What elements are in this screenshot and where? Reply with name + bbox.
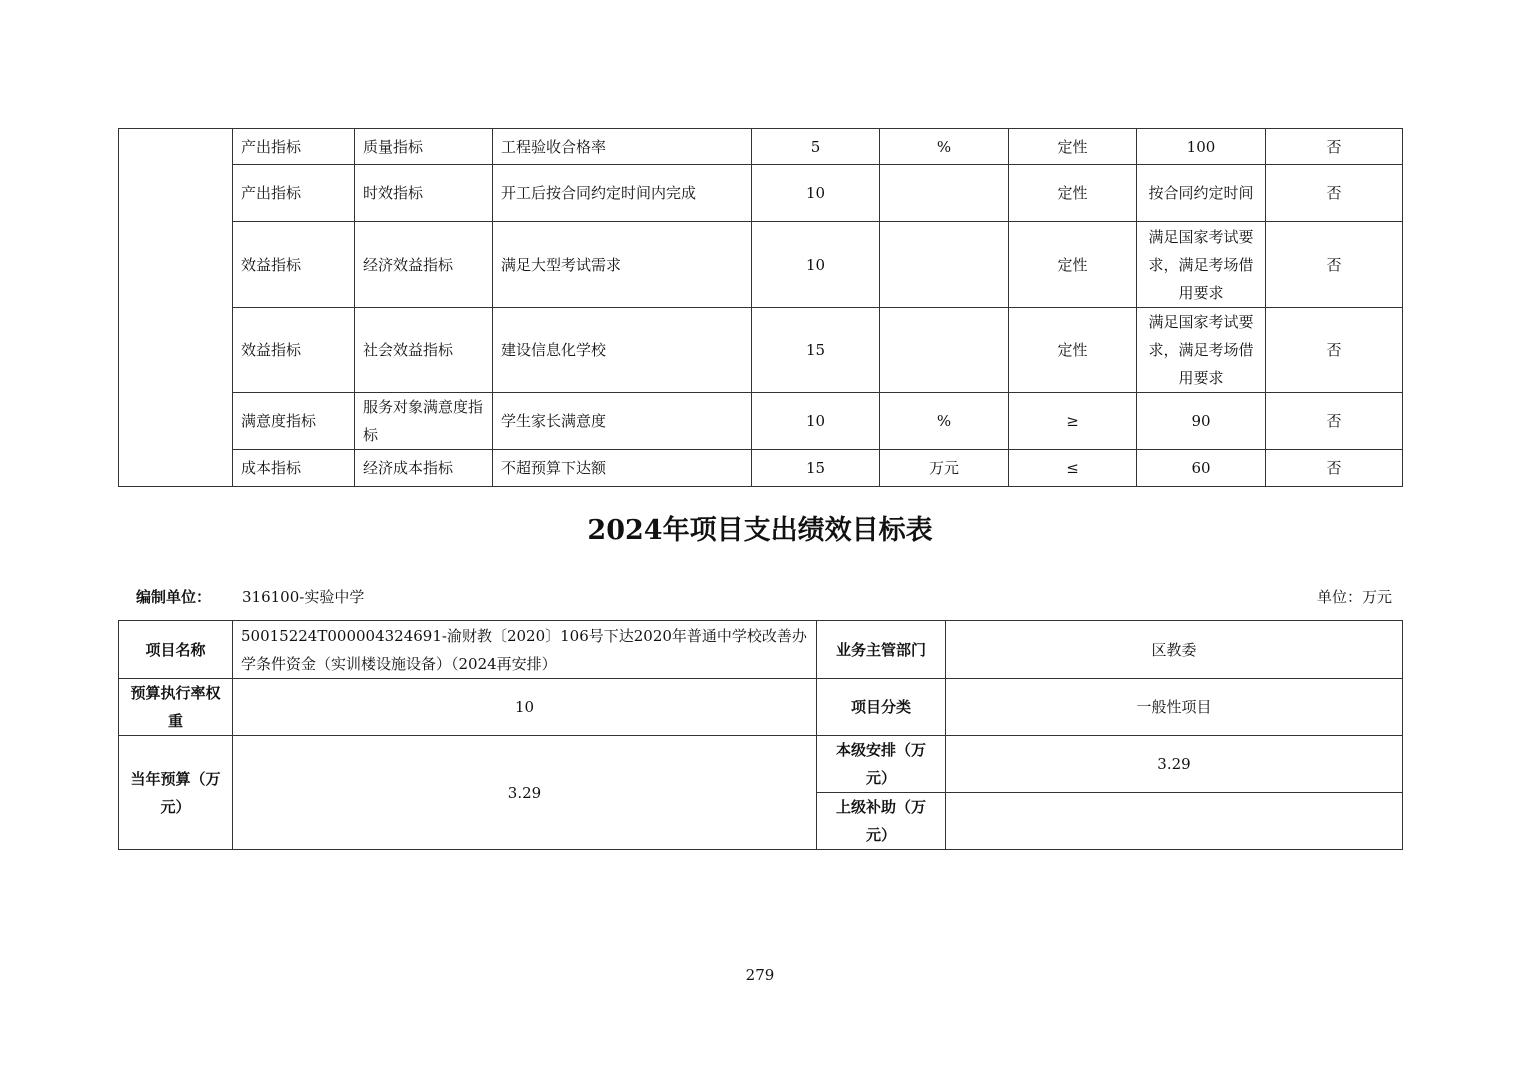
indicator-unit [880,308,1009,393]
dept-label: 业务主管部门 [817,621,946,679]
level2-indicator: 经济效益指标 [355,222,493,308]
indicator-table-body [119,129,1403,487]
indicator-target: 按合同约定时间 [1137,165,1266,222]
indicator-target: 90 [1137,393,1266,450]
level2-indicator: 质量指标 [355,129,493,165]
project-info-table [118,620,1403,850]
indicator-nature: 定性 [1009,129,1137,165]
project-name-value: 50015224T000004324691-渝财教〔2020〕106号下达2020年普通中学校改善办学条件资金（实训楼设施设备）（2024再安排） [233,621,817,679]
level3-indicator: 建设信息化学校 [493,308,752,393]
indicator-nature: 定性 [1009,165,1137,222]
core-indicator-flag: 否 [1266,129,1403,165]
level3-indicator: 不超预算下达额 [493,450,752,487]
exec-weight-label: 预算执行率权重 [119,679,233,736]
core-indicator-flag: 否 [1266,165,1403,222]
level1-indicator: 产出指标 [233,129,355,165]
indicator-weight: 15 [752,450,880,487]
indicator-nature: ≤ [1009,450,1137,487]
level1-indicator: 效益指标 [233,222,355,308]
indicator-weight: 10 [752,222,880,308]
category-value: 一般性项目 [946,679,1403,736]
annual-budget-value: 3.29 [233,736,817,850]
indicator-weight: 15 [752,308,880,393]
indicator-target: 满足国家考试要求，满足考场借用要求 [1137,222,1266,308]
page-title: 2024年项目支出绩效目标表 [587,515,933,546]
annual-budget-label: 当年预算（万元） [119,736,233,850]
core-indicator-flag: 否 [1266,393,1403,450]
level3-indicator: 满足大型考试需求 [493,222,752,308]
table-row [119,621,1403,679]
local-funding-value: 3.29 [946,736,1403,793]
exec-weight-value: 10 [233,679,817,736]
indicator-nature: ≥ [1009,393,1137,450]
table-row [119,679,1403,736]
table-row [119,736,1403,793]
indicator-weight: 5 [752,129,880,165]
category-label: 项目分类 [817,679,946,736]
compiling-unit-value: 316100-实验中学 [242,588,365,606]
core-indicator-flag: 否 [1266,308,1403,393]
indicator-unit: % [880,393,1009,450]
level3-indicator: 工程验收合格率 [493,129,752,165]
money-unit-note: 单位：万元 [1316,588,1392,606]
upper-subsidy-label: 上级补助（万元） [817,793,946,850]
indicator-target: 60 [1137,450,1266,487]
indicator-target: 100 [1137,129,1266,165]
indicator-unit [880,165,1009,222]
level2-indicator: 服务对象满意度指标 [355,393,493,450]
level2-indicator: 社会效益指标 [355,308,493,393]
merged-blank-cell [119,129,233,487]
indicator-target: 满足国家考试要求，满足考场借用要求 [1137,308,1266,393]
level1-indicator: 成本指标 [233,450,355,487]
level2-indicator: 经济成本指标 [355,450,493,487]
core-indicator-flag: 否 [1266,222,1403,308]
local-funding-label: 本级安排（万元） [817,736,946,793]
indicator-nature: 定性 [1009,222,1137,308]
level3-indicator: 学生家长满意度 [493,393,752,450]
table-row [119,393,1403,450]
table-row [119,129,1403,165]
indicator-weight: 10 [752,165,880,222]
upper-subsidy-value [946,793,1403,850]
table-row [119,450,1403,487]
core-indicator-flag: 否 [1266,450,1403,487]
performance-indicator-table [118,128,1403,487]
page-number: 279 [745,966,775,984]
indicator-unit [880,222,1009,308]
project-name-label: 项目名称 [119,621,233,679]
indicator-nature: 定性 [1009,308,1137,393]
level1-indicator: 产出指标 [233,165,355,222]
indicator-unit: 万元 [880,450,1009,487]
table-row [119,308,1403,393]
table-row [119,165,1403,222]
dept-value: 区教委 [946,621,1403,679]
indicator-unit: % [880,129,1009,165]
level3-indicator: 开工后按合同约定时间内完成 [493,165,752,222]
level1-indicator: 满意度指标 [233,393,355,450]
indicator-weight: 10 [752,393,880,450]
level1-indicator: 效益指标 [233,308,355,393]
level2-indicator: 时效指标 [355,165,493,222]
table-row [119,222,1403,308]
compiling-unit-label: 编制单位： [136,588,212,606]
